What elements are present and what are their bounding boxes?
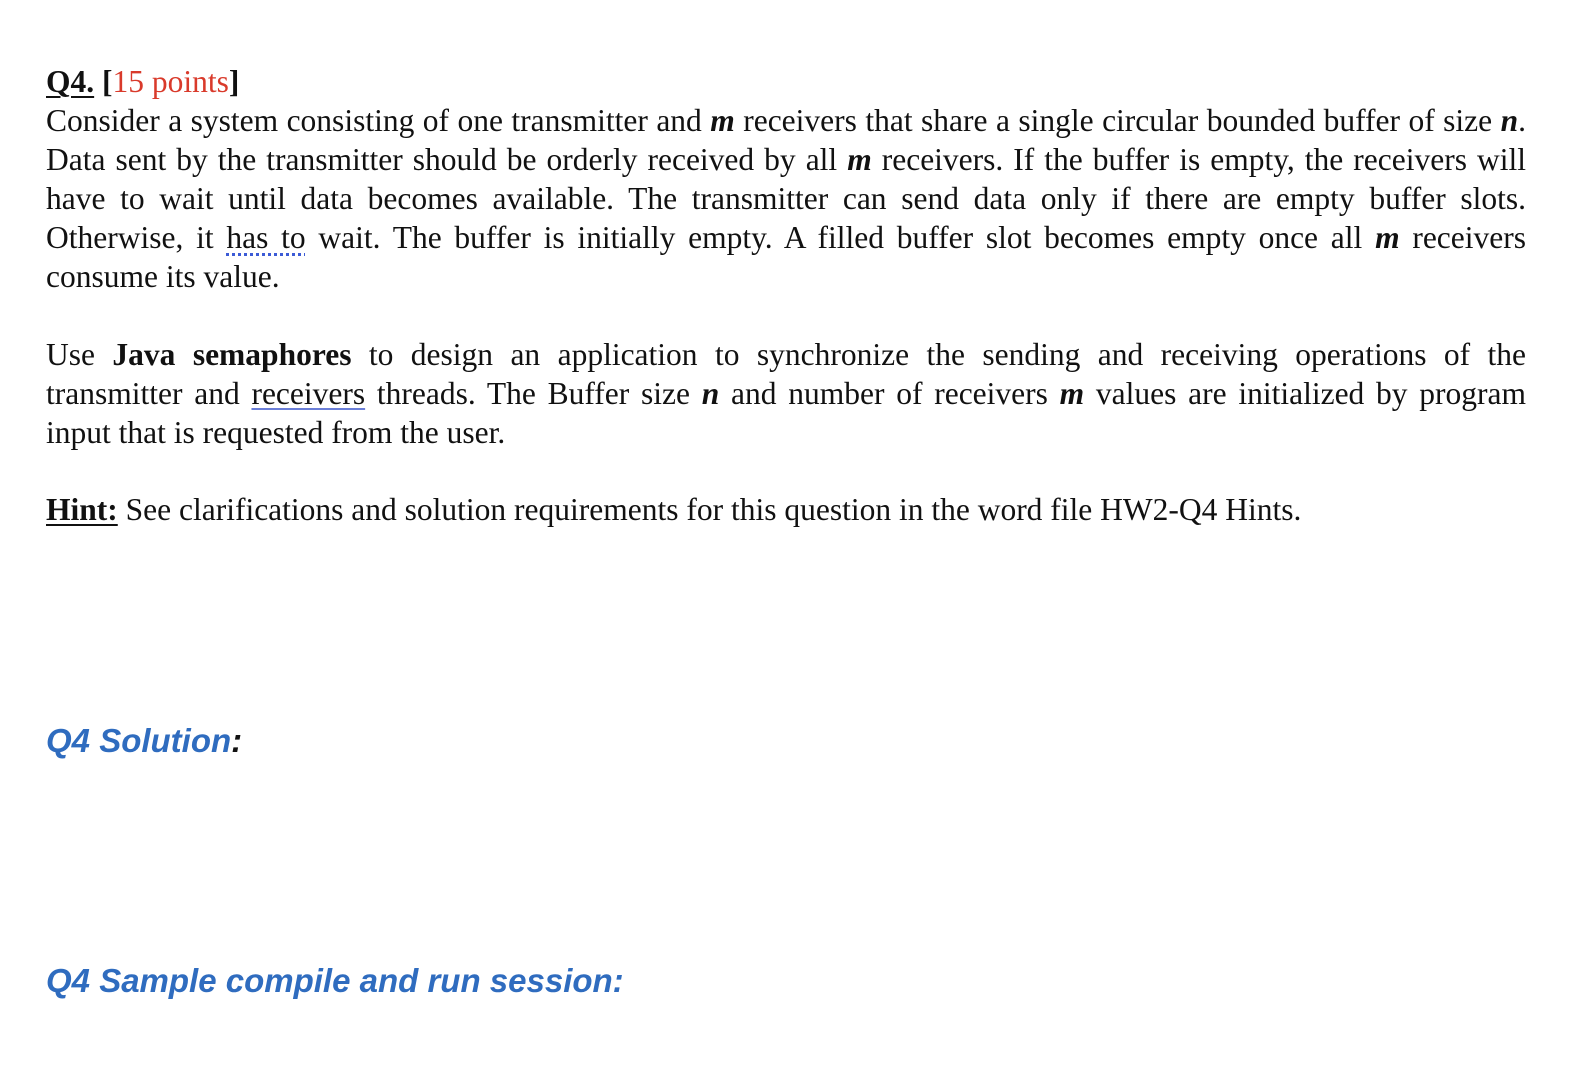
hint-paragraph — [46, 490, 1526, 529]
points-close-bracket: ] — [228, 64, 240, 99]
solution-heading-colon: : — [231, 722, 243, 759]
p1-var-m-3: m — [1375, 220, 1400, 255]
sample-session-heading — [46, 962, 624, 1000]
p1-var-m-2: m — [847, 142, 872, 177]
points-open-bracket: [ — [102, 64, 113, 99]
question-label: Q4. — [46, 64, 95, 99]
sample-session-heading-text: Q4 Sample compile and run session: — [46, 962, 624, 999]
hint-label: Hint: — [46, 492, 118, 527]
p2-bold-java-semaphores: Java semaphores — [112, 337, 352, 372]
paragraph-spacer — [46, 452, 1526, 490]
p2-text-1: Use — [46, 337, 113, 372]
solution-heading — [46, 722, 242, 760]
p1-var-m-1: m — [710, 103, 735, 138]
p2-var-m: m — [1059, 376, 1085, 411]
hint-text: See clarifications and solution requirements for this question in the word file HW2-Q4 Hints. — [117, 492, 1302, 527]
grammar-flag-has-to: has to — [226, 220, 306, 255]
question-heading — [46, 62, 1526, 101]
p1-text-5: wait. The buffer is initially empty. A filled buffer slot becomes empty once all — [305, 220, 1376, 255]
p2-var-n: n — [701, 376, 720, 411]
question-block — [46, 62, 1526, 529]
problem-paragraph — [46, 101, 1526, 296]
task-paragraph — [46, 335, 1526, 452]
points-value: 15 points — [112, 64, 229, 99]
p1-var-n: n — [1500, 103, 1519, 138]
p2-text-4: and number of receivers — [719, 376, 1060, 411]
p1-text-1: Consider a system consisting of one transmitter and — [46, 103, 711, 138]
paragraph-spacer — [46, 296, 1526, 335]
p2-text-3: threads. The Buffer size — [365, 376, 702, 411]
solution-heading-text: Q4 Solution — [46, 722, 232, 759]
grammar-flag-receivers: receivers — [251, 376, 366, 411]
p1-text-4: receivers. If the buffer is empty, the receivers will have to wait until data becomes available. The transmitter can send data only if there are empty buffer slots. Otherwise, it — [46, 142, 1526, 255]
p1-text-6: receivers consume its value. — [46, 220, 1527, 294]
p1-text-2: receivers that share a single circular bounded buffer of size — [734, 103, 1501, 138]
p2-text-5: values are initialized by program input that is requested from the user. — [46, 376, 1527, 450]
p1-text-3: . Data sent by the transmitter should be orderly received by all — [46, 103, 1526, 177]
p2-text-2: to design an application to synchronize the sending and receiving operations of the transmitter and — [46, 337, 1526, 411]
